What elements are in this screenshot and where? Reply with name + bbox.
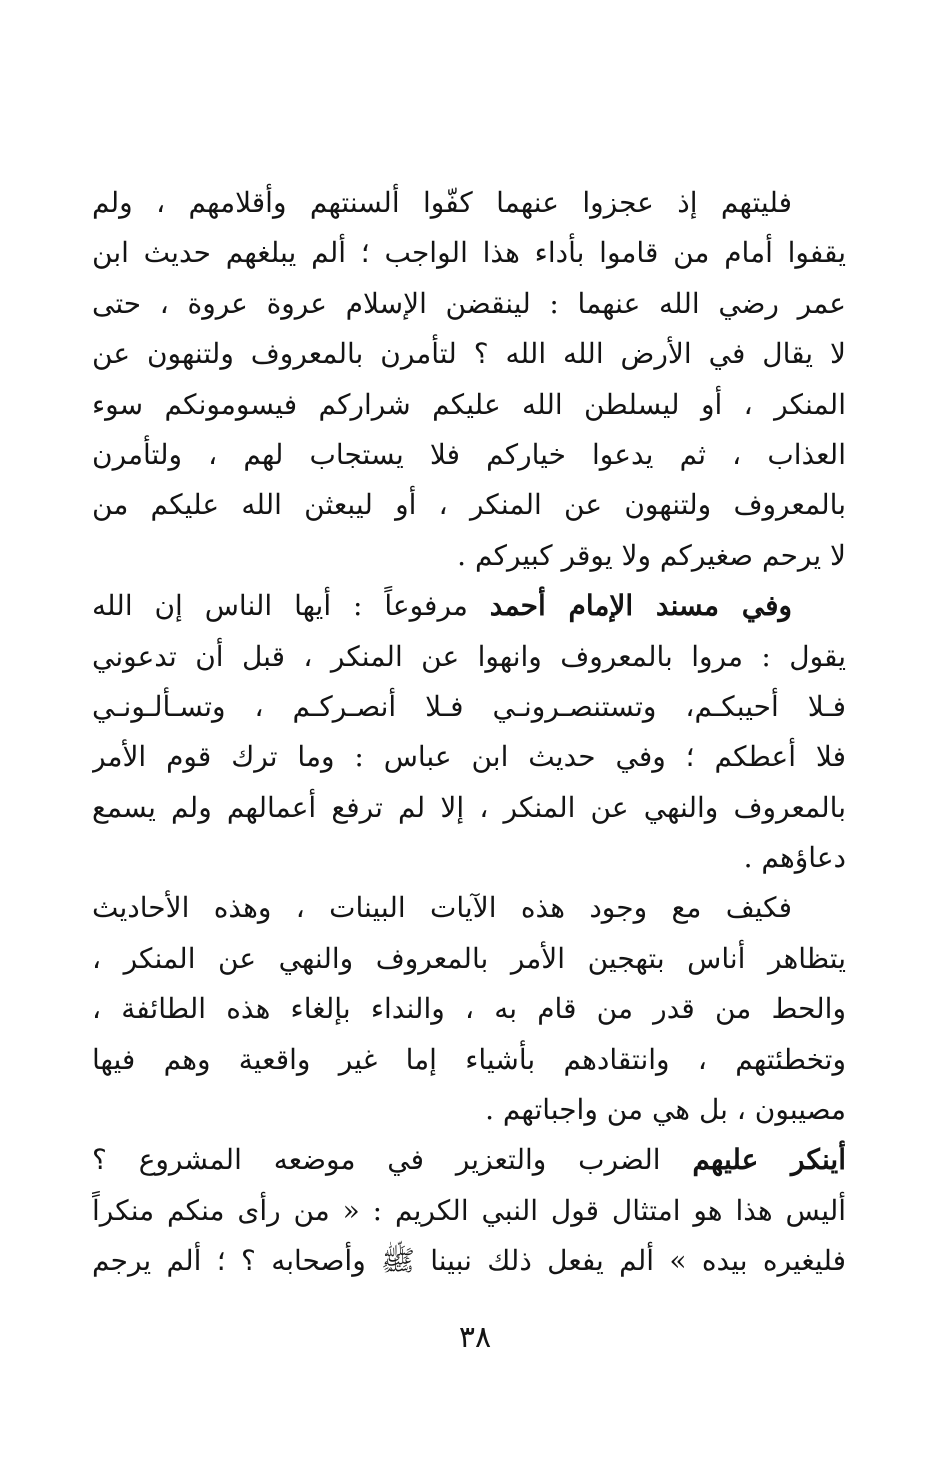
page-number: ٣٨: [458, 1320, 492, 1355]
paragraph-3-line-2: يتظاهر أناس بتهجين الأمر بالمعروف والنهي عن المنكر ،: [92, 941, 846, 975]
paragraph-3-line-5: مصيبون ، بل هي من واجباتهم .: [485, 1093, 846, 1127]
paragraph-4-bold-lead: أينكر عليهم: [692, 1143, 846, 1177]
paragraph-3-line-1: فكيف مع وجود هذه الآيات البينات ، وهذه الأحاديث: [92, 891, 792, 925]
paragraph-4-line-1: [92, 1135, 846, 1185]
paragraph-4-line-3: فليغيره بيده » ألم يفعل ذلك نبينا ﷺ وأصحابه ؟ ؛ ألم يرجم: [92, 1244, 846, 1278]
paragraph-1-line-5: المنكر ، أو ليسلطن الله عليكم شراركم فيسومونكم سوء: [92, 387, 846, 421]
paragraph-2-line-1-rest: مرفوعاً : أيها الناس إن الله: [92, 589, 490, 623]
paragraph-2-bold-lead: وفي مسند الإمام أحمد: [489, 589, 792, 623]
paragraph-1-line-8: لا يرحم صغيركم ولا يوقر كبيركم .: [457, 538, 846, 572]
paragraph-1-line-1: فليتهم إذ عجزوا عنهما كفّوا ألسنتهم وأقلامهم ، ولم: [92, 186, 792, 219]
paragraph-4-line-1-rest: الضرب والتعزير في موضعه المشروع ؟: [92, 1143, 693, 1177]
paragraph-1-line-3: عمر رضي الله عنهما : لينقضن الإسلام عروة عروة ، حتى: [92, 286, 846, 320]
paragraph-3-line-3: والحط من قدر من قام به ، والنداء بإلغاء هذه الطائفة ،: [92, 992, 846, 1026]
paragraph-2-line-4: فلا أعطكم ؛ وفي حديث ابن عباس : وما ترك قوم الأمر: [92, 740, 846, 774]
paragraph-1-line-2: يقفوا أمام من قاموا بأداء هذا الواجب ؛ ألم يبلغهم حديث ابن: [92, 236, 846, 270]
paragraph-2-line-5: بالمعروف والنهي عن المنكر ، إلا لم ترفع أعمالهم ولم يسمع: [92, 790, 846, 824]
page-body: [92, 178, 846, 1348]
paragraph-1-line-4: لا يقال في الأرض الله الله ؟ لتأمرن بالمعروف ولتنهون عن: [92, 337, 846, 371]
paragraph-3-line-4: وتخطئتهم ، وانتقادهم بأشياء إما غير واقعية وهم فيها: [92, 1042, 846, 1076]
paragraph-2-line-6: دعاؤهم .: [743, 841, 846, 875]
paragraph-1-line-6: العذاب ، ثم يدعوا خياركم فلا يستجاب لهم ، ولتأمرن: [92, 437, 846, 471]
paragraph-2-line-1: [92, 581, 846, 631]
paragraph-1-line-7: بالمعروف ولتنهون عن المنكر ، أو ليبعثن الله عليكم من: [92, 488, 846, 522]
paragraph-2-line-3: فـلا أحيبكـم، وتستنصـرونـي فـلا أنصـركـم ، وتسـألـونـي: [92, 689, 846, 723]
paragraph-2-line-2: يقول : مروا بالمعروف وانهوا عن المنكر ، قبل أن تدعوني: [92, 639, 846, 673]
paragraph-4-line-2: أليس هذا هو امتثال قول النبي الكريم : « من رأى منكم منكراً: [92, 1193, 846, 1227]
